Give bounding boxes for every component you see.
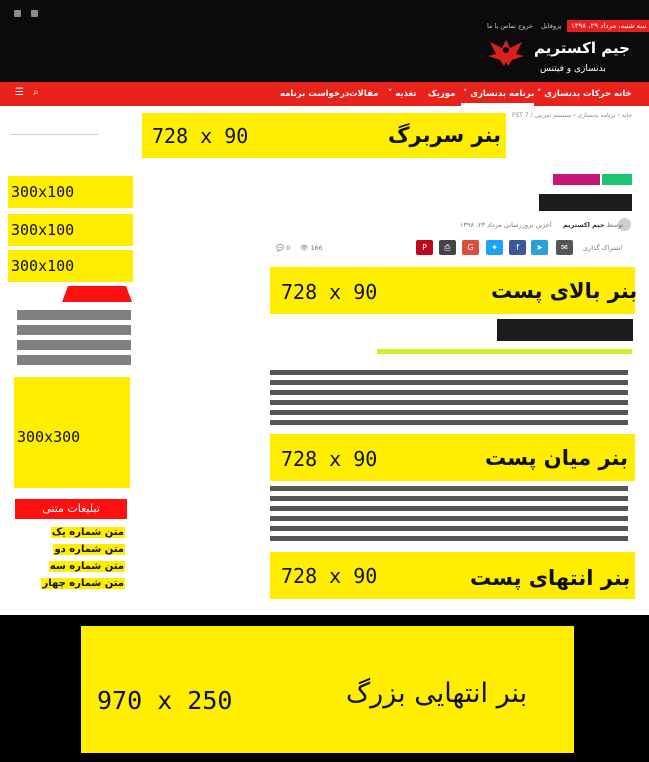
text-ads-list	[42, 527, 125, 595]
big-end-banner-size: 970 x 250	[97, 686, 233, 715]
header-banner-size: 728 x 90	[152, 124, 249, 148]
pinterest-share-icon[interactable]: P	[416, 240, 433, 255]
nav-programs-label: برنامه بدنسازی	[470, 89, 535, 99]
updated-date: آخرین بروزرسانی مرداد ۲۳، ۱۳۹۸	[460, 221, 552, 229]
text-ad-item[interactable]: متن شماره چهار	[42, 578, 124, 589]
top-bar	[0, 0, 649, 24]
sidebar-square-banner-size: 300x300	[17, 428, 81, 446]
social-icon[interactable]	[14, 10, 21, 17]
logout-link[interactable]: خروج	[518, 22, 533, 30]
date-badge: سه شنبه، مرداد ۲۹، ۱۳۹۸	[567, 20, 649, 32]
main-nav	[0, 82, 649, 106]
divider	[10, 134, 98, 135]
twitter-share-icon[interactable]: ✦	[486, 240, 503, 255]
profile-link[interactable]: پروفایل	[541, 22, 562, 30]
text-line	[270, 536, 628, 541]
email-share-icon[interactable]: ✉	[556, 240, 573, 255]
widget-line	[17, 310, 131, 320]
telegram-share-icon[interactable]: ➤	[531, 240, 548, 255]
crumb-current: FST 7	[512, 112, 529, 119]
sidebar-tab-shape	[62, 286, 132, 302]
nav-active-indicator	[461, 103, 534, 106]
social-icon-2[interactable]	[31, 10, 38, 17]
text-line	[270, 420, 628, 425]
widget-line	[17, 325, 131, 335]
mid-post-banner-title: بنر میان پست	[485, 446, 629, 470]
search-icon[interactable]: ⌕	[33, 87, 39, 98]
end-post-banner[interactable]	[270, 552, 635, 599]
big-end-banner[interactable]	[81, 626, 574, 753]
text-line	[270, 400, 628, 405]
nav-nutrition[interactable]: تغذیه ˅	[388, 89, 417, 99]
section-heading	[497, 319, 633, 341]
view-count: 166 👁	[300, 244, 323, 252]
text-line	[270, 506, 628, 511]
sidebar-banner-3[interactable]: 300x100	[8, 250, 133, 282]
header-banner[interactable]	[142, 113, 506, 158]
share-label	[583, 244, 622, 252]
top-post-banner-title: بنر بالای پست	[491, 279, 638, 303]
author-line	[563, 221, 623, 229]
nav-exercises-label: حرکات بدنسازی	[544, 89, 612, 99]
highlight-line	[377, 349, 632, 354]
contact-link[interactable]: تماس با ما	[487, 22, 516, 30]
text-line	[270, 486, 628, 491]
author-name[interactable]: جیم اکستریم	[563, 221, 605, 229]
sidebar-square-banner[interactable]	[14, 377, 130, 488]
crumb-system[interactable]: سیستم تمرینی	[534, 112, 572, 119]
footer	[0, 615, 649, 762]
text-line	[270, 380, 628, 385]
end-post-banner-size: 728 x 90	[281, 564, 378, 588]
sidebar-banner-1[interactable]: 300x100	[8, 176, 133, 208]
end-post-banner-title: بنر انتهای پست	[470, 566, 631, 590]
breadcrumb: خانه ‹ برنامه بدنسازی ‹ سیستم تمرینی / FST 7	[512, 112, 633, 119]
nav-programs[interactable]: برنامه بدنسازی ˅	[463, 89, 535, 99]
text-ad-item[interactable]: متن شماره سه	[49, 561, 124, 572]
nav-music[interactable]: موزیک	[428, 89, 456, 99]
nav-exercises[interactable]: حرکات بدنسازی ˅	[537, 89, 612, 99]
nav-nutrition-label: تغذیه	[395, 89, 417, 99]
print-icon[interactable]: ⎙	[439, 240, 456, 255]
share-text: اشتراک گذاری	[583, 244, 623, 252]
widget-line	[17, 340, 131, 350]
category-tag[interactable]	[553, 174, 600, 185]
crumb-home[interactable]: خانه	[621, 112, 633, 119]
views-value: 166	[310, 244, 323, 252]
facebook-share-icon[interactable]: f	[509, 240, 526, 255]
header	[0, 24, 649, 82]
text-line	[270, 410, 628, 415]
mid-post-banner-size: 728 x 90	[281, 447, 378, 471]
category-tag-2[interactable]	[602, 174, 632, 185]
post-title	[539, 194, 632, 211]
text-line	[270, 516, 628, 521]
nav-request[interactable]: درخواست برنامه	[280, 89, 350, 99]
logo-title[interactable]: جیم اکستریم	[534, 39, 630, 57]
google-share-icon[interactable]: G	[462, 240, 479, 255]
crumb-programs[interactable]: برنامه بدنسازی	[577, 112, 616, 119]
top-post-banner-size: 728 x 90	[281, 280, 378, 304]
text-line	[270, 496, 628, 501]
comments-value: 0	[286, 244, 291, 252]
comment-count[interactable]: 0 💬	[276, 244, 291, 252]
widget-line	[17, 355, 131, 365]
text-line	[270, 526, 628, 531]
logo-eagle-icon	[488, 36, 524, 68]
mid-post-banner[interactable]	[270, 434, 635, 481]
text-line	[270, 370, 628, 375]
big-end-banner-title: بنر انتهایی بزرگ	[346, 678, 528, 709]
logo-subtitle: بدنسازی و فیتنس	[540, 64, 606, 74]
nav-home[interactable]: خانه	[614, 89, 632, 99]
author-by: توسط	[606, 221, 624, 229]
text-line	[270, 390, 628, 395]
text-ads-heading: تبلیغات متنی	[15, 499, 127, 519]
text-ad-item[interactable]: متن شماره دو	[54, 544, 124, 555]
text-ad-item[interactable]: متن شماره یک	[51, 527, 124, 538]
sidebar-banner-2[interactable]: 300x100	[8, 214, 133, 246]
top-post-banner[interactable]	[270, 267, 638, 314]
header-banner-title: بنر سربرگ	[388, 123, 501, 147]
nav-articles[interactable]: مقالات	[349, 89, 379, 99]
menu-icon[interactable]: ☰	[15, 87, 24, 98]
